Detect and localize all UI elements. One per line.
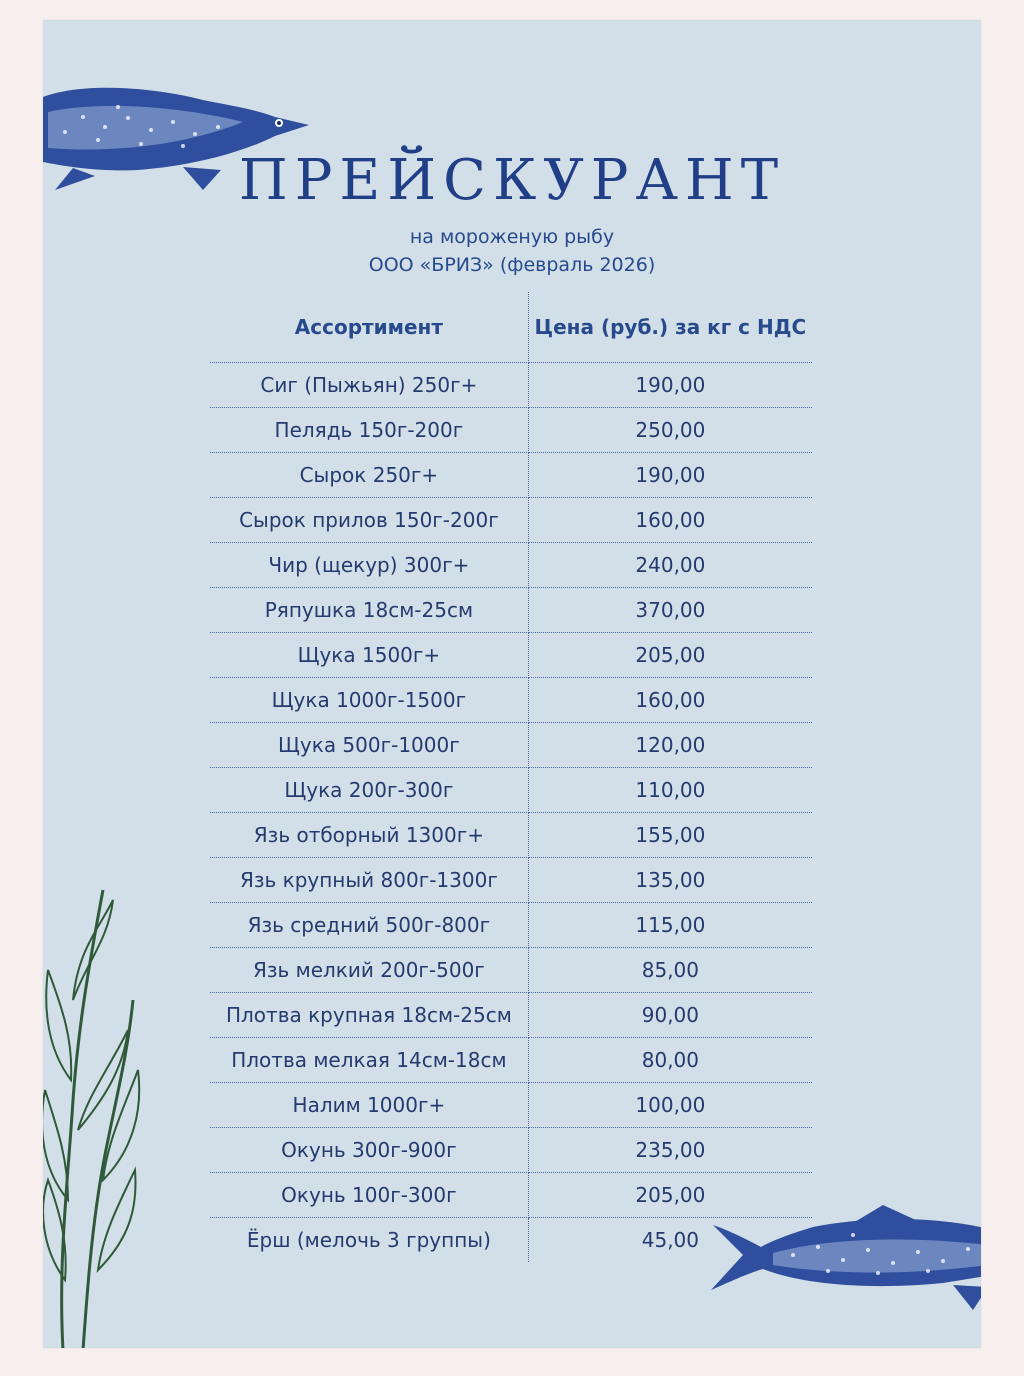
product-name: Сырок прилов 150г-200г [210, 498, 528, 543]
product-name: Плотва крупная 18см-25см [210, 993, 528, 1038]
product-price: 100,00 [528, 1083, 812, 1128]
product-price: 205,00 [528, 633, 812, 678]
product-price: 110,00 [528, 768, 812, 813]
product-price: 160,00 [528, 678, 812, 723]
table-row [210, 1083, 812, 1128]
table-row [210, 858, 812, 903]
table-row [210, 453, 812, 498]
product-name: Ёрш (мелочь 3 группы) [210, 1218, 528, 1263]
table-row [210, 588, 812, 633]
price-table [210, 292, 812, 1262]
product-name: Окунь 100г-300г [210, 1173, 528, 1218]
table-row [210, 948, 812, 993]
product-name: Окунь 300г-900г [210, 1128, 528, 1173]
table-row [210, 723, 812, 768]
product-name: Щука 500г-1000г [210, 723, 528, 768]
product-price: 160,00 [528, 498, 812, 543]
seaweed-illustration [43, 880, 153, 1348]
product-name: Язь отборный 1300г+ [210, 813, 528, 858]
product-name: Язь мелкий 200г-500г [210, 948, 528, 993]
table-row [210, 1038, 812, 1083]
product-price: 80,00 [528, 1038, 812, 1083]
product-name: Сиг (Пыжьян) 250г+ [210, 363, 528, 408]
subtitle-line2: ООО «БРИЗ» (февраль 2026) [368, 254, 656, 276]
product-name: Сырок 250г+ [210, 453, 528, 498]
table-row [210, 633, 812, 678]
price-list-sheet [43, 20, 981, 1348]
product-price: 90,00 [528, 993, 812, 1038]
table-row [210, 543, 812, 588]
product-price: 45,00 [641, 1228, 700, 1252]
product-name: Язь крупный 800г-1300г [210, 858, 528, 903]
table-row [210, 903, 812, 948]
product-price: 235,00 [528, 1128, 812, 1173]
product-price: 190,00 [528, 453, 812, 498]
header-assortment: Ассортимент [210, 292, 528, 363]
table-header-row [210, 292, 812, 363]
product-name: Плотва мелкая 14см-18см [210, 1038, 528, 1083]
product-price: 205,00 [528, 1173, 812, 1218]
table-row [210, 1128, 812, 1173]
product-name: Язь средний 500г-800г [210, 903, 528, 948]
table-row [210, 1218, 812, 1263]
product-name: Щука 200г-300г [210, 768, 528, 813]
table-row [210, 1173, 812, 1218]
product-name: Щука 1000г-1500г [210, 678, 528, 723]
table-row [210, 408, 812, 453]
product-name: Ряпушка 18см-25см [210, 588, 528, 633]
product-price: 370,00 [528, 588, 812, 633]
product-price: 250,00 [528, 408, 812, 453]
product-price: 115,00 [528, 903, 812, 948]
product-name: Налим 1000г+ [210, 1083, 528, 1128]
product-price: 240,00 [528, 543, 812, 588]
product-price: 120,00 [528, 723, 812, 768]
product-name: Щука 1500г+ [210, 633, 528, 678]
table-row [210, 498, 812, 543]
product-price: 190,00 [528, 363, 812, 408]
table-row [210, 813, 812, 858]
table-row [210, 993, 812, 1038]
subtitle-line1: на мороженую рыбу [409, 226, 615, 248]
table-row [210, 678, 812, 723]
table-row [210, 768, 812, 813]
product-name: Чир (щекур) 300г+ [210, 543, 528, 588]
product-name: Пелядь 150г-200г [210, 408, 528, 453]
product-price: 135,00 [528, 858, 812, 903]
product-price: 155,00 [528, 813, 812, 858]
table-row [210, 363, 812, 408]
product-price: 85,00 [528, 948, 812, 993]
page-title: ПРЕЙСКУРАНТ [238, 148, 786, 213]
header-price: Цена (руб.) за кг с НДС [528, 292, 812, 363]
